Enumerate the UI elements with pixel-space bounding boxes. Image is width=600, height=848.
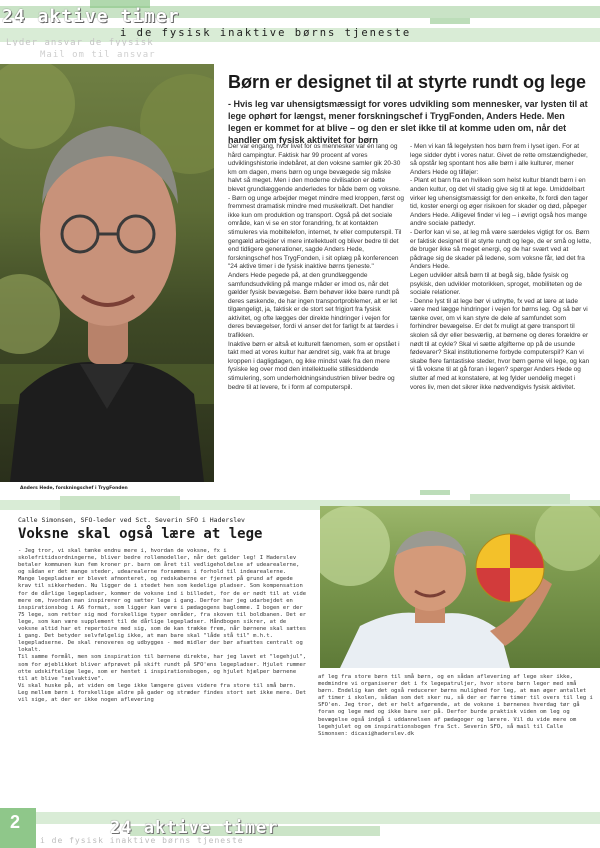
section-divider-block xyxy=(470,494,570,504)
article-column-1: Der var engang, hvor livet for os mennesker var én lang og hård campingtur. Faktisk har 99 procent af vores udviklingshistorie indebåret, at den voksne samler gik 20-30 km om dagen, mens børn og unge bevægede sig måske halvt så meget. Men i den moderne civilisation er dette blevet grundlæggende anderledes for både børn og voksne. - Børn og unge arbejder meget mindre med kroppen, først og fremmest dramatisk mindre med muskelkraft. Det handler ikke kun om produktion og transport. Også på det sociale område, kan vi se en stor forandring, fx at kontakten stimuleres via mobiltelefon, internet, tv eller computerspil. Til gengæld arbejder vi mere intellektuelt og bliver bedre til det end tidligere generationer, sagde Anders Hede, forskningschef hos TrygFonden, i sit oplæg på konferencen "24 aktive timer i de fysisk inaktive børns tjeneste." Anders Hede pegede på, at den grundlæggende samfundsudvikling på mange måder er imod os, når det gælder fysisk bevægelse. Børn behøver ikke bære rundt på deres søskende, de har ingen transportproblemer, alt er let tilgængeligt, ja, faktisk er de stort set frigjort fra fysisk aktivitet, og ofte lægges der direkte hindringer i vejen for deres bevægelser, fordi vi anser det for farligt fx at færdes i trafikken. Inaktive børn er altså et kulturelt fænomen, som er opstået i takt med at vores kultur har ændret sig, væk fra at bruge kroppen i dagligdagen, og ikke mindst væk fra den mere fysiske leg over mod den intellektuelle stillesiddende stimulering, som underholdningsindustrien bliver bedre og bedre til at levere, fx i form af computerspil. xyxy=(228,143,404,391)
header-series-title: 24 aktive timer xyxy=(2,6,180,27)
article-lead: - Hvis leg var uhensigtsmæssigt for vores udvikling som mennesker, var lysten til at lege ophørt for længst, mener forskningschef i TrygFonden, Anders Hede. Men legen er kommet for at blive – og den er slet ikke til at komme uden om, når det handler om fysisk aktivitet for børn xyxy=(228,99,588,145)
football-illustration xyxy=(320,506,600,668)
section-divider-block xyxy=(60,496,180,510)
article-byline: Calle Simonsen, SFO-leder ved Sct. Severin SFO i Haderslev xyxy=(18,516,245,524)
page-number: 2 xyxy=(10,812,21,832)
section-divider-block xyxy=(420,490,450,495)
photo-man-with-football xyxy=(320,506,600,668)
footer-ghost-text: i de fysisk inaktive børns tjeneste xyxy=(40,836,244,845)
header-banner xyxy=(0,0,600,46)
article-body-right: af leg fra store børn til små børn, og en sådan aflevering af lege sker ikke, medmindre vi organiserer det i fx legepatruljer, hvor store børn leger med små børn. Endelig kan det også reducerer børns mulighed for leg, at man øger antallet af timer i skolen, sådan som det sker nu, så der er færre timer til overs til leg i SFO'en. Jeg tror, det er helt afgørende, at de voksne i børnenes hverdag tør gå foran og lege med og ikke bare ser på. Derfor burde praktisk viden om leg og bevægelse også indgå i uddannelsen af pædagoger og lærere. Vil du vide mere om legehjulet og om inspirationsbogen fra Sct. Severin SFO, så mail til Calle Simonsen: dicasi@haderslev.dk xyxy=(318,674,593,737)
header-subtitle: i de fysisk inaktive børns tjeneste xyxy=(120,27,412,39)
article-column-2: - Men vi kan få legelysten hos børn frem i lyset igen. For at lege sidder dybt i vores natur. Givet de rette omstændigheder, så opstår leg spontant hos alle børn i alle kulturer, mener Anders Hede og tilføjer: - Plant et barn fra en hvilken som helst kultur blandt børn i en anden kultur, og det vil stadig give sig til at lege. Umiddelbart virker leg uhensigtsmæssigt for den enkelte, fx fordi den tager tid, koster energi og øger risikoen for skader og død, påpeger Anders Hede. Alligevel finder vi leg – i øvrigt også hos mange andre sociale pattedyr. - Derfor kan vi se, at leg må være særdeles vigtigt for os. Børn er faktisk designet til at styrte rundt og lege, de er små og lette, de bruger ikke så meget energi, og de har svært ved at pådrage sig de skader på ledene, som voksne får, lød det fra Anders Hede. Legen udvikler altså børn til at begå sig, både fysisk og psykisk, den udvikler motorikken, sproget, mobiliteten og de sociale relationer. - Denne lyst til at lege bør vi udnytte, fx ved at lære at lade være med lægge hindringer i vejen for børns leg. Og så bør vi tænke over, om vi kan styre de dele af samfundet som forhindrer bevægelse. Er det fx muligt at gøre transport til skolen så dyr eller besværlig, at børnene og deres forældre er nødt til at cykle? Skal vi sætte afgifterne op på de usunde fødevarer? Skal institutionerne forbyde computerspil? Kan vi skabe flere fantastiske steder, hvor børn gerne vil lege, og kan vi få voksne til at gå foran i legen? spørger Anders Hede og slutter af med at konstatere, at leg fylder uendelig meget i vores liv, men det sikrer ikke nødvendigvis fysisk aktivitet. xyxy=(410,143,592,391)
photo-caption: Anders Hede, forskningschef i TrygFonden xyxy=(20,486,128,491)
article-title: Voksne skal også lære at lege xyxy=(18,526,263,542)
header-block xyxy=(430,18,470,24)
header-ghost-text: Lyder ansvar de fyysisk xyxy=(6,38,154,46)
header-ghost-text: Mail om til ansvar xyxy=(40,50,156,60)
footer-series-title: 24 aktive timer xyxy=(110,818,279,838)
portrait-illustration xyxy=(0,64,214,482)
portrait-photo-anders-hede xyxy=(0,64,214,482)
article-title: Børn er designet til at styrte rundt og lege xyxy=(228,72,587,92)
article-body-left: - Jeg tror, vi skal tænke endnu mere i, hvordan de voksne, fx i skolefritidsordningerne, bliver bedre rollemodeller, når det gælder leg! I Haderslev betaler kommunen kun fem kroner pr. barn om året til vedligeholdelse af udearealerne, og sådan er det mange steder, udearealerne forsømmes i forhold til indearealerne. Mange legepladser er blevet afmonteret, og redskaberne er fjernet på grund af øgede krav til sikkerheden. Nu ligger de i stedet hen som kedelige pladser. Som kompensation for de dårlige legepladser, kommer de voksne ind i billedet, for de er nødt til at vide mere om, hvordan man inspirerer og sætter lege i gang. Derfor har jeg udarbejdet en inspirationsbog i A6 format, som ligger kan være i pædagogens baglomme. I bogen er der 75 lege, som retter sig mod forskellige typer områder, fra skoven til boldbanen. Det er lege, som kan være supplement til de dårlige legepladser. Håndbogen sikrer, at de voksne altid har et repertoire med sig, som de kan trække frem, når børnene skal sættes i gang. Det betyder selvfølgelig ikke, at man bare skal "låde stå til" m.h.t. legepladserne. De skal renoveres og udbygges - med midler der bør afsættes centralt og lokalt. Til samme formål, men som inspiration til børnene direkte, har jeg lavet et "legehjul", som for øjeblikket bliver afprøvet på skift rundt på SFO'ens legepladser. Hjulet rummer otte udskiftelige lege, som er hentet i inspirationsbogen, og hjulet hjælper børnene til at blive "selvaktive". Vi skal huske på, at viden om lege ikke længere gives videre fra store til små børn. Leg mellem børn i forskellige aldre på gader og stræder findes stort set ikke mere. Det vil sige, at der er ikke nogen aflevering xyxy=(18,548,307,703)
